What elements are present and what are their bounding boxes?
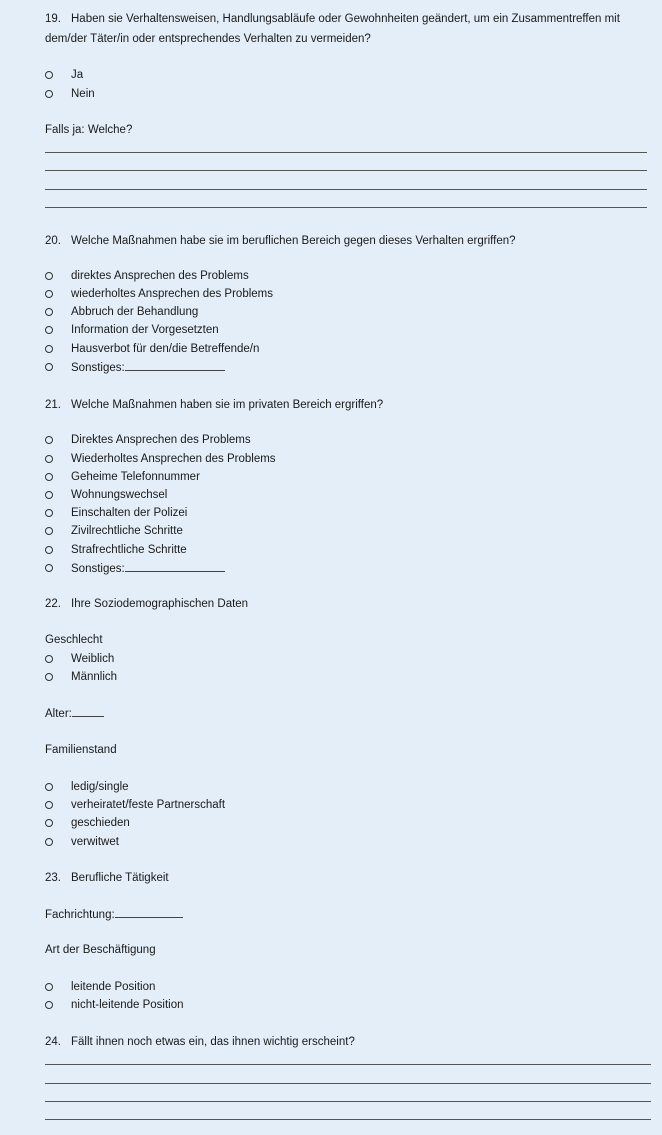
question-23 bbox=[45, 871, 169, 885]
family-status-label: Familienstand bbox=[45, 744, 117, 756]
radio-circle-icon[interactable] bbox=[45, 491, 53, 499]
radio-circle-icon[interactable] bbox=[45, 326, 53, 334]
radio-circle-icon[interactable] bbox=[45, 655, 53, 663]
age-field bbox=[45, 706, 104, 721]
question-number: 21. bbox=[45, 399, 61, 411]
question-19 bbox=[45, 12, 620, 26]
question-text: Berufliche Tätigkeit bbox=[71, 872, 169, 884]
field-of-work-blank[interactable] bbox=[115, 907, 183, 918]
other-blank-field[interactable] bbox=[125, 561, 225, 572]
question-text: Welche Maßnahmen haben sie im privaten Bereich ergriffen? bbox=[71, 399, 384, 411]
radio-circle-icon[interactable] bbox=[45, 436, 53, 444]
answer-line[interactable] bbox=[45, 1083, 651, 1084]
radio-circle-icon[interactable] bbox=[45, 363, 53, 371]
age-label: Alter: bbox=[45, 708, 72, 720]
answer-line[interactable] bbox=[45, 1064, 651, 1065]
question-22 bbox=[45, 597, 248, 611]
radio-circle-icon[interactable] bbox=[45, 564, 53, 572]
answer-line[interactable] bbox=[45, 170, 647, 171]
question-24 bbox=[45, 1035, 355, 1049]
question-20 bbox=[45, 234, 516, 248]
radio-circle-icon[interactable] bbox=[45, 71, 53, 79]
question-number: 23. bbox=[45, 872, 61, 884]
age-blank-field[interactable] bbox=[72, 706, 104, 717]
question-19-continued: dem/der Täter/in oder entsprechendes Verhalten zu vermeiden? bbox=[45, 33, 371, 45]
answer-line[interactable] bbox=[45, 1101, 651, 1102]
question-text: Ihre Soziodemographischen Daten bbox=[71, 598, 249, 610]
followup-label: Falls ja: Welche? bbox=[45, 124, 133, 136]
radio-circle-icon[interactable] bbox=[45, 473, 53, 481]
answer-line[interactable] bbox=[45, 189, 647, 190]
radio-circle-icon[interactable] bbox=[45, 272, 53, 280]
question-text: Welche Maßnahmen habe sie im beruflichen Bereich gegen dieses Verhalten ergriffen? bbox=[71, 235, 516, 247]
radio-circle-icon[interactable] bbox=[45, 527, 53, 535]
other-blank-field[interactable] bbox=[125, 360, 225, 371]
question-number: 20. bbox=[45, 235, 61, 247]
radio-circle-icon[interactable] bbox=[45, 673, 53, 681]
radio-circle-icon[interactable] bbox=[45, 983, 53, 991]
radio-circle-icon[interactable] bbox=[45, 783, 53, 791]
radio-circle-icon[interactable] bbox=[45, 801, 53, 809]
question-text: Haben sie Verhaltensweisen, Handlungsabläufe oder Gewohnheiten geändert, um ein Zusammentreffen mit bbox=[71, 13, 620, 25]
radio-circle-icon[interactable] bbox=[45, 509, 53, 517]
radio-circle-icon[interactable] bbox=[45, 1001, 53, 1009]
employment-type-label: Art der Beschäftigung bbox=[45, 944, 156, 956]
field-of-work bbox=[45, 907, 183, 922]
question-number: 24. bbox=[45, 1036, 61, 1048]
answer-line[interactable] bbox=[45, 207, 647, 208]
radio-circle-icon[interactable] bbox=[45, 345, 53, 353]
question-number: 19. bbox=[45, 13, 61, 25]
field-of-work-label: Fachrichtung: bbox=[45, 909, 115, 921]
radio-circle-icon[interactable] bbox=[45, 308, 53, 316]
radio-circle-icon[interactable] bbox=[45, 455, 53, 463]
answer-line[interactable] bbox=[45, 152, 647, 153]
question-text: Fällt ihnen noch etwas ein, das ihnen wichtig erscheint? bbox=[71, 1036, 355, 1048]
question-number: 22. bbox=[45, 598, 61, 610]
questionnaire-page: 19. Haben sie Verhaltensweisen, Handlungsabläufe oder Gewohnheiten geändert, um ein Zusammentreffen mit dem/der Täter/in oder entsprechendes Verhalten zu vermeiden? Ja Nein Falls ja: Welche? 20. Welche Maßnahmen habe sie im beruflichen Bereich gegen dieses Verhalten ergriffen? direktes Ansprechen des Problems wiederholtes Ansprechen des Problems Abbruch der Behandlung Information der Vorgesetzten Hausverbot für den/die Betreffende/n Sonstiges: 21. Welche Maßnahmen haben sie im privaten Bereich ergriffen? Direktes Ansprechen des Problems Wiederholtes Ansprechen des Problems Geheime Telefonnummer Wohnungswechsel Einschalten der Polizei Zivilrechtliche Schritte Strafrechtliche Schritte Sonstiges: 22. Ihre Soziodemographischen Daten Geschlecht Weiblich Männlich Alter: Familienstand ledig/single verheiratet/feste Partnerschaft geschieden verwitwet 23. Berufliche Tätigkeit Fachrichtung: Art der Beschäftigung leitende Position nicht-leitende Position 24. Fällt ihnen noch etwas ein, das ihnen wichtig erscheint? bbox=[0, 0, 662, 1135]
question-21 bbox=[45, 398, 383, 412]
answer-line[interactable] bbox=[45, 1119, 651, 1120]
radio-circle-icon[interactable] bbox=[45, 90, 53, 98]
radio-circle-icon[interactable] bbox=[45, 838, 53, 846]
radio-circle-icon[interactable] bbox=[45, 546, 53, 554]
radio-circle-icon[interactable] bbox=[45, 290, 53, 298]
gender-label: Geschlecht bbox=[45, 634, 103, 646]
radio-circle-icon[interactable] bbox=[45, 819, 53, 827]
